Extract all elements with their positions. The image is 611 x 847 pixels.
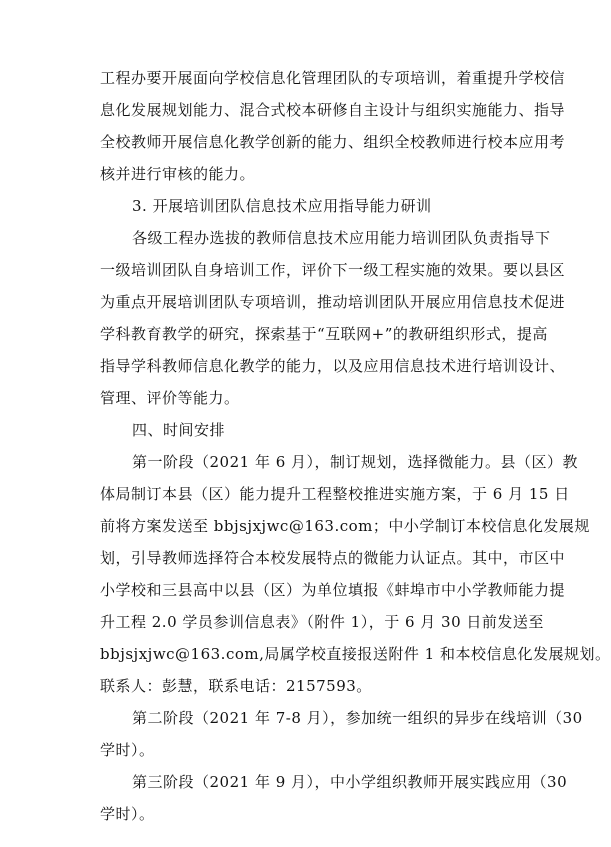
paragraph-line: 一级培训团队自身培训工作，评价下一级工程实施的效果。要以县区 (100, 261, 566, 279)
paragraph-line: 体局制订本县（区）能力提升工程整校推进实施方案，于 6 月 15 日 (100, 485, 570, 503)
section-heading: 3. 开展培训团队信息技术应用指导能力研训 (132, 197, 432, 215)
paragraph-line: 各级工程办选拔的教师信息技术应用能力培训团队负责指导下 (132, 229, 551, 247)
paragraph-line: 升工程 2.0 学员参训信息表》（附件 1），于 6 月 30 日前发送至 (100, 613, 544, 631)
paragraph-line: bbjsjxjwc@163.com,局属学校直接报送附件 1 和本校信息化发展规划。 (100, 645, 611, 663)
paragraph-line: 为重点开展培训团队专项培训，推动培训团队开展应用信息技术促进 (100, 293, 566, 311)
paragraph-line: 第一阶段（2021 年 6 月），制订规划，选择微能力。县（区）教 (132, 453, 579, 471)
paragraph-line: 前将方案发送至 bbjsjxjwc@163.com；中小学制订本校信息化发展规 (100, 517, 590, 535)
paragraph-line: 第二阶段（2021 年 7-8 月），参加统一组织的异步在线培训（30 (132, 709, 583, 727)
paragraph-line: 学时）。 (100, 741, 155, 759)
paragraph-line: 指导学科教师信息化教学的能力，以及应用信息技术进行培训设计、 (100, 357, 566, 375)
paragraph-line: 小学校和三县高中以县（区）为单位填报《蚌埠市中小学教师能力提 (100, 581, 566, 599)
paragraph-line: 第三阶段（2021 年 9 月），中小学组织教师开展实践应用（30 (132, 773, 568, 791)
paragraph-line: 学时）。 (100, 805, 155, 823)
paragraph-line: 息化发展规划能力、混合式校本研修自主设计与组织实施能力、指导 (100, 101, 566, 119)
paragraph-line: 工程办要开展面向学校信息化管理团队的专项培训，着重提升学校信 (100, 69, 566, 87)
paragraph-line: 学科教育教学的研究，探索基于“互联网+”的教研组织形式，提高 (100, 325, 548, 343)
paragraph-line: 联系人：彭慧，联系电话：2157593。 (100, 677, 372, 695)
paragraph-line: 全校教师开展信息化教学创新的能力、组织全校教师进行校本应用考 (100, 133, 566, 151)
paragraph-line: 核并进行审核的能力。 (100, 165, 256, 183)
section-title: 四、时间安排 (132, 421, 226, 439)
paragraph-line: 管理、评价等能力。 (100, 389, 240, 407)
paragraph-line: 划，引导教师选择符合本校发展特点的微能力认证点。其中，市区中 (100, 549, 566, 567)
